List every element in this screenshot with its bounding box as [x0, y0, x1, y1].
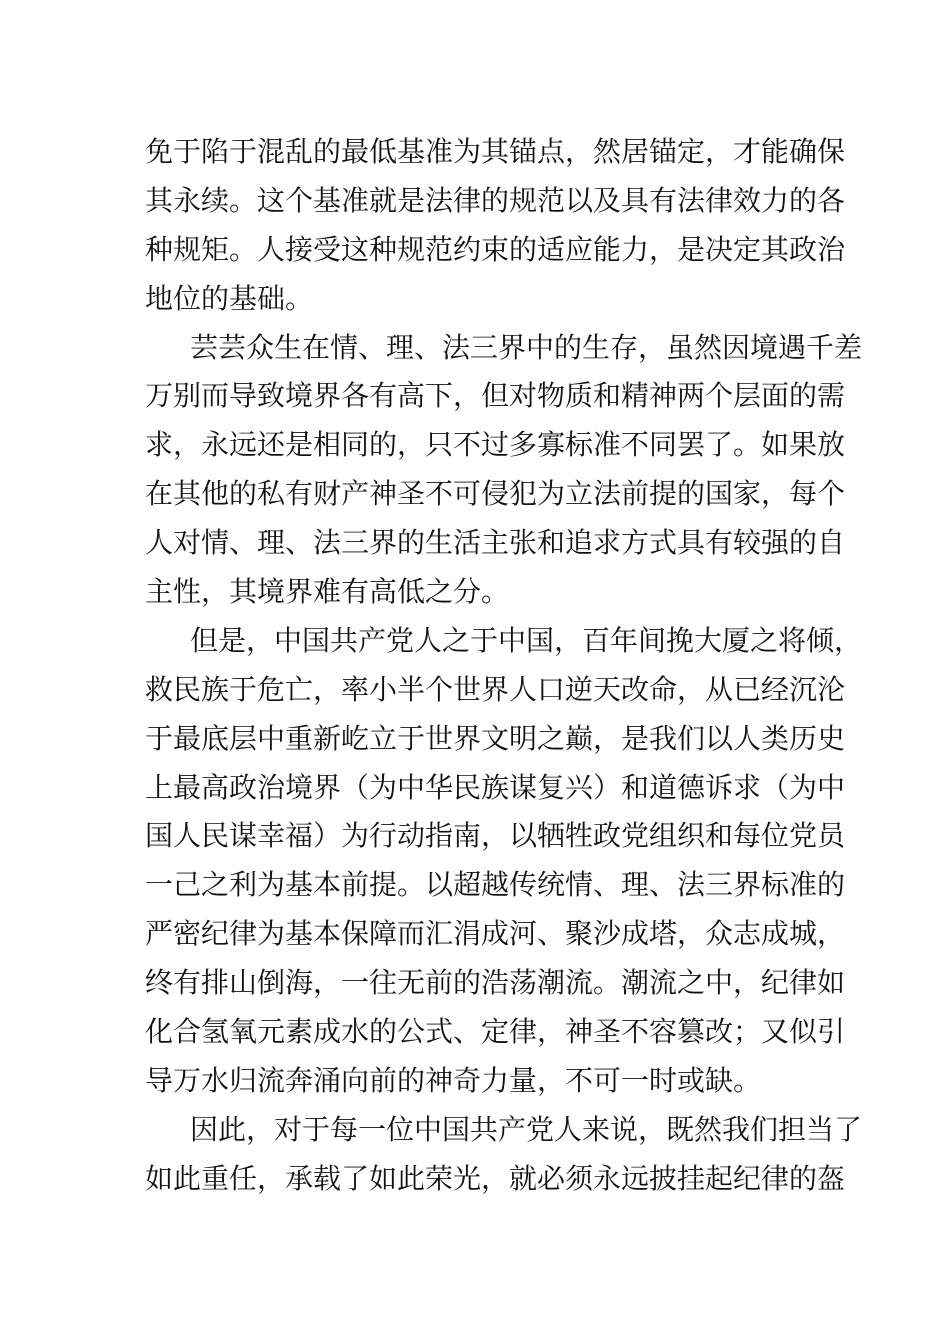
text-line: 求，永远还是相同的，只不过多寡标准不同罢了。如果放: [145, 428, 846, 462]
text-line: 因此，对于每一位中国共产党人来说，既然我们担当了: [190, 1112, 863, 1146]
text-line: 终有排山倒海，一往无前的浩荡潮流。潮流之中，纪律如: [145, 966, 846, 1000]
text-line: 种规矩。人接受这种规范约束的适应能力，是决定其政治: [145, 232, 846, 266]
text-line: 导万水归流奔涌向前的神奇力量，不可一时或缺。: [145, 1063, 762, 1097]
text-line: 免于陷于混乱的最低基准为其锚点，然居锚定，才能确保: [145, 135, 846, 168]
text-line: 万别而导致境界各有高下，但对物质和精神两个层面的需: [145, 379, 846, 413]
text-line: 救民族于危亡，率小半个世界人口逆天改命，从已经沉沦: [145, 672, 846, 706]
paragraph-3: [145, 617, 863, 1106]
text-line: 芸芸众生在情、理、法三界中的生存，虽然因境遇千差: [190, 330, 863, 364]
text-line: 严密纪律为基本保障而汇涓成河、聚沙成塔，众志成城，: [145, 917, 846, 951]
text-line: 于最底层中重新屹立于世界文明之巅，是我们以人类历史: [145, 721, 846, 755]
text-line: 但是，中国共产党人之于中国，百年间挽大厦之将倾，: [190, 623, 863, 657]
paragraph-1: [145, 128, 846, 324]
text-line: 其永续。这个基准就是法律的规范以及具有法律效力的各: [145, 183, 846, 217]
text-line: 主性，其境界难有高低之分。: [145, 575, 510, 609]
text-line: 在其他的私有财产神圣不可侵犯为立法前提的国家，每个: [145, 477, 846, 511]
body-text: [145, 128, 863, 1204]
text-line: 上最高政治境界（为中华民族谋复兴）和道德诉求（为中: [145, 770, 846, 804]
text-line: 地位的基础。: [145, 281, 314, 315]
text-line: 人对情、理、法三界的生活主张和追求方式具有较强的自: [145, 526, 846, 560]
text-line: 化合氢氧元素成水的公式、定律，神圣不容篡改；又似引: [145, 1015, 846, 1049]
paragraph-4: [145, 1106, 863, 1204]
text-line: 国人民谋幸福）为行动指南，以牺牲政党组织和每位党员: [145, 819, 846, 853]
text-line: 如此重任，承载了如此荣光，就必须永远披挂起纪律的盔: [145, 1161, 846, 1195]
paragraph-2: [145, 324, 863, 617]
text-line: 一己之利为基本前提。以超越传统情、理、法三界标准的: [145, 868, 846, 902]
